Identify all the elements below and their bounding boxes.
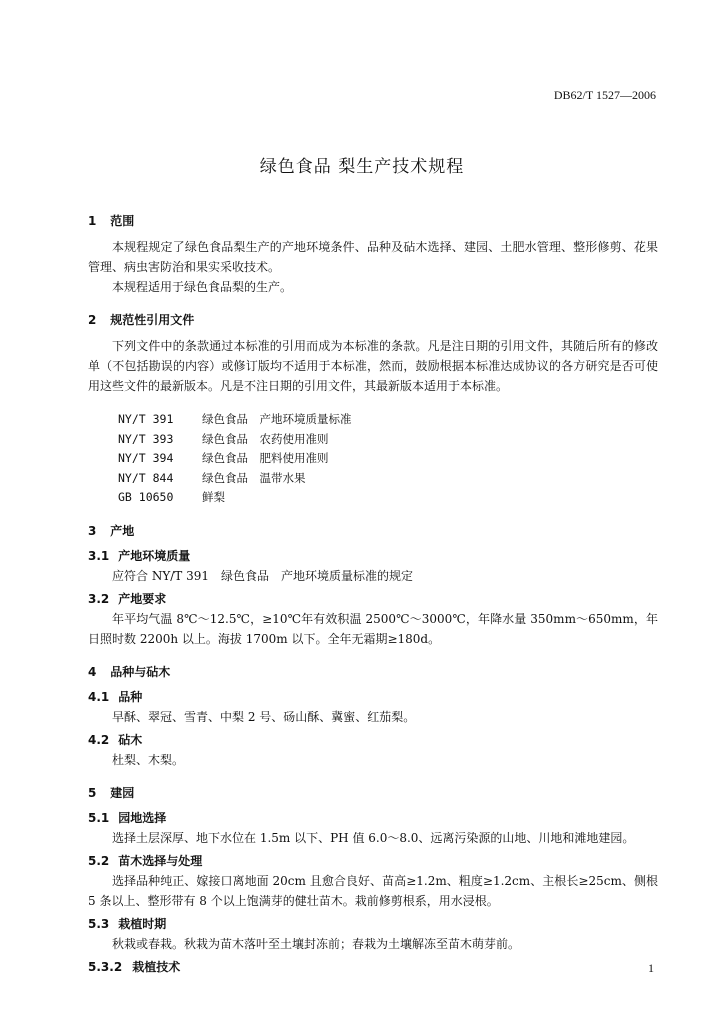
- document-title: 绿色食品 梨生产技术规程: [259, 157, 465, 177]
- section-4-heading: 4 品种与砧木: [88, 664, 171, 679]
- reference-item: NY/T 394 绿色食品 肥料使用准则: [118, 451, 329, 465]
- standard-code: DB62/T 1527—2006: [553, 88, 656, 102]
- section-5-1-para: 选择土层深厚、地下水位在 1.5m 以下、PH 值 6.0～8.0、远离污染源的山地、川地和滩地建园。: [112, 830, 635, 845]
- section-3-1-heading: 3.1 产地环境质量: [88, 548, 191, 563]
- reference-list: [118, 410, 658, 508]
- section-5-2-para: 选择品种纯正、嫁接口离地面 20cm 且愈合良好、苗高≥1.2m、粗度≥1.2cm、主根长≥25cm、侧根 5 条以上、整形带有 8 个以上饱满芽的健壮苗木。栽前修剪根系，用水浸根。: [88, 873, 658, 908]
- section-5-3-heading: 5.3 栽植时期: [88, 916, 167, 931]
- section-5-2-heading: 5.2 苗木选择与处理: [88, 853, 203, 868]
- section-1-para-1: 本规程规定了绿色食品梨生产的产地环境条件、品种及砧木选择、建园、土肥水管理、整形修剪、花果管理、病虫害防治和果实采收技术。: [88, 240, 658, 274]
- section-3-2-heading: 3.2 产地要求: [88, 591, 167, 606]
- section-3-1-para: 应符合 NY/T 391 绿色食品 产地环境质量标准的规定: [112, 568, 414, 583]
- section-5-heading: 5 建园: [88, 785, 135, 800]
- reference-item: NY/T 393 绿色食品 农药使用准则: [118, 431, 329, 446]
- page-number: 1: [648, 961, 654, 975]
- section-4-1-para: 早酥、翠冠、雪青、中梨 2 号、砀山酥、冀蜜、红茄梨。: [112, 709, 416, 724]
- section-4-1-heading: 4.1 品种: [88, 689, 143, 704]
- section-5-1-heading: 5.1 园地选择: [88, 810, 167, 825]
- section-3-2-para: 年平均气温 8℃～12.5℃，≥10℃年有效积温 2500℃～3000℃，年降水量 350mm～650mm，年日照时数 2200h 以上。海拔 1700m 以下。全年无霜期≥180d。: [88, 611, 658, 646]
- section-4-2-para: 杜梨、木梨。: [112, 752, 185, 767]
- section-2-heading: 2 规范性引用文件: [88, 313, 195, 327]
- document-body: [88, 212, 658, 977]
- reference-item: GB 10650 鲜梨: [118, 490, 225, 504]
- section-5-3-para: 秋栽或春栽。秋栽为苗木落叶至土壤封冻前；春栽为土壤解冻至苗木萌芽前。: [112, 936, 521, 951]
- section-2-para-1: 下列文件中的条款通过本标准的引用而成为本标准的条款。凡是注日期的引用文件，其随后所有的修改单（不包括勘误的内容）或修订版均不适用于本标准，然而，鼓励根据本标准达成协议的各方研究是否可使用这些文件的最新版本。凡是不注日期的引用文件，其最新版本适用于本标准。: [88, 339, 658, 393]
- section-1-para-2: 本规程适用于绿色食品梨的生产。: [112, 280, 293, 294]
- section-4-2-heading: 4.2 砧木: [88, 732, 143, 747]
- section-5-3-2-heading: 5.3.2 栽植技术: [88, 959, 181, 974]
- reference-item: NY/T 391 绿色食品 产地环境质量标准: [118, 412, 352, 426]
- section-3-heading: 3 产地: [88, 523, 135, 538]
- reference-item: NY/T 844 绿色食品 温带水果: [118, 470, 306, 485]
- section-1-heading: 1 范围: [88, 214, 135, 228]
